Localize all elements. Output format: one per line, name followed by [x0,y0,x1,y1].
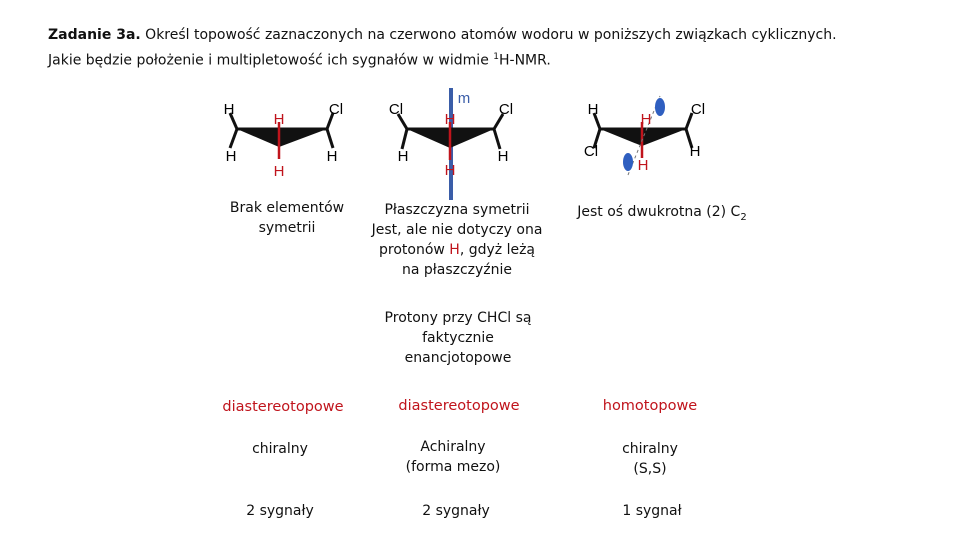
symmetry-text: na płaszczyźnie [401,262,513,278]
signals-col1: 2 sygnały [246,503,314,519]
symmetry-col3 [562,202,762,228]
symmetry-text-part: protonów [378,242,450,258]
atom-h-red: H [637,157,649,174]
symmetry-text: Jest oś dwukrotna (2) C [577,204,741,220]
chirality-text: Achiralny [420,439,486,455]
atom-h: H [326,148,338,165]
atom-h: H [223,101,235,118]
atom-h: H [587,101,599,118]
atom-h-red: H [444,162,456,179]
atom-cl: Cl [498,101,514,118]
molecule-1 [215,86,355,181]
atom-cl: Cl [328,101,344,118]
chirality-col3 [590,439,710,479]
symmetry-text: Płaszczyzna symetrii [384,202,530,218]
mirror-label: m [457,90,471,107]
topicity-col3: homotopowe [602,398,698,414]
symmetry-text: Brak elementów [229,200,345,216]
signals-col3: 1 sygnał [622,503,682,519]
enantiotopic-note [368,308,548,368]
atom-h-red: H [640,111,652,128]
atom-h: H [225,148,237,165]
molecule-3 [578,86,718,181]
symmetry-col2 [362,200,552,280]
symmetry-text [362,240,552,260]
chirality-col1 [220,439,340,459]
symmetry-col1 [212,198,362,238]
molecule-3-structure [578,86,718,181]
highlight-h: H [449,242,460,258]
task-title-line2 [48,46,928,72]
atom-cl: Cl [690,101,706,118]
task-question: Określ topowość zaznaczonych na czerwono atomów wodoru w poniższych związkach cyklicznych. [145,27,837,43]
atom-h: H [397,148,409,165]
atom-h-red: H [444,111,456,128]
molecule-2-structure [380,86,520,201]
note-text: enancjotopowe [404,350,512,366]
note-text: faktycznie [422,330,494,346]
atom-h-red: H [273,163,285,180]
topicity-col1: diastereotopowe [222,399,344,415]
chirality-text: (S,S) [633,461,667,477]
chirality-col2 [378,437,528,477]
chirality-text: chiralny [252,441,308,457]
nmr-superscript: 1 [493,52,499,62]
c2-subscript: 2 [740,211,747,223]
note-text: Protony przy CHCl są [384,310,532,326]
task-question-2: Jakie będzie położenie i multipletowość ich sygnałów w widmie [48,52,494,69]
molecule-1-structure [215,86,355,181]
molecule-2 [380,86,520,201]
atom-h: H [497,148,509,165]
nmr-label: H-NMR. [499,52,551,69]
axis-marker [623,153,633,171]
ring-wedge [237,129,327,147]
topicity-col2: diastereotopowe [398,398,520,414]
atom-cl: Cl [583,143,599,160]
chirality-text: chiralny [622,441,678,457]
symmetry-text: symetrii [258,220,316,236]
symmetry-text-part: , gdyż leżą [459,242,536,258]
task-title-line1 [48,24,928,46]
atom-h: H [689,143,701,160]
task-title [48,24,928,72]
atom-cl: Cl [388,101,404,118]
signals-col2: 2 sygnały [422,503,490,519]
atom-h-red: H [273,111,285,128]
axis-marker [655,98,665,116]
chirality-text: (forma mezo) [405,459,501,475]
symmetry-text: Jest, ale nie dotyczy ona [371,222,543,238]
task-number: Zadanie 3a. [48,27,141,43]
